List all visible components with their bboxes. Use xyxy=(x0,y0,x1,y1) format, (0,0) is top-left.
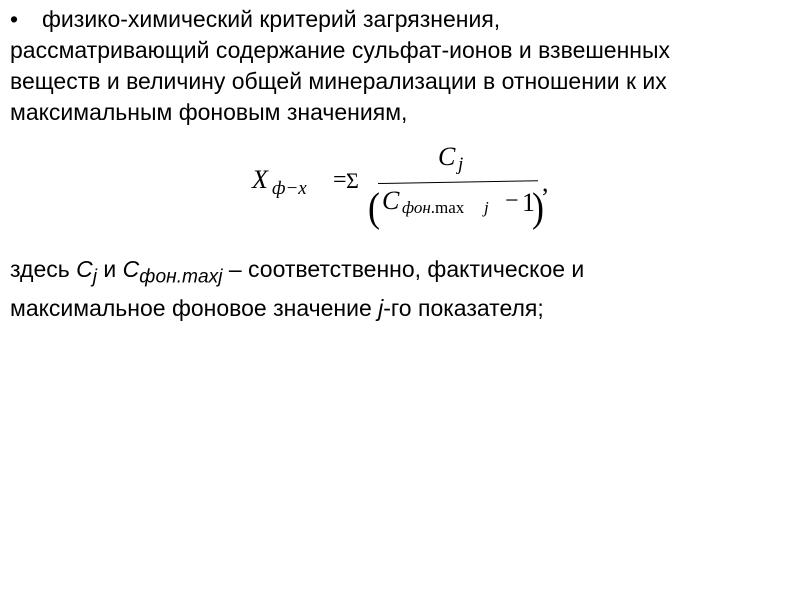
formula-lhs-subscript: ф−x xyxy=(272,178,307,199)
formula-denominator-var: C xyxy=(382,186,400,215)
description-line-2: рассматривающий содержание сульфат-ионов и взвешенных xyxy=(10,37,671,63)
formula-minus: − xyxy=(505,188,519,214)
formula-denominator-subscript-fon: фон xyxy=(402,198,431,217)
formula-denominator-subscript-max: .max xyxy=(430,198,465,217)
formula-one: 1 xyxy=(522,188,535,217)
explanation-var-c: C xyxy=(76,256,93,282)
description-line-4: максимальным фоновым значениям, xyxy=(10,99,408,125)
formula-numerator-var: C xyxy=(438,142,456,171)
explanation-var-cfon: C xyxy=(122,256,140,282)
explanation-var-j: j xyxy=(378,294,384,321)
formula-denominator-subscript-j: j xyxy=(484,198,489,217)
criterion-description xyxy=(10,4,790,128)
explanation-text-5: -го показателя; xyxy=(383,294,544,321)
explanation-var-c-sub: j xyxy=(92,266,98,288)
formula xyxy=(250,140,570,230)
bullet-icon: • xyxy=(10,6,19,32)
variable-explanation xyxy=(10,254,790,324)
formula-sum-sign: Σ xyxy=(346,168,359,193)
explanation-text-1: здесь xyxy=(10,256,77,282)
description-line-3: веществ и величину общей минерализации в отношении к их xyxy=(10,68,667,94)
explanation-var-cfon-sub: фон.maxj xyxy=(139,266,223,288)
explanation-text-4: максимальное фоновое значение xyxy=(10,294,379,321)
description-line-1: физико-химический критерий загрязнения, xyxy=(42,6,501,32)
formula-equals: = xyxy=(333,167,347,193)
formula-denominator-subscript xyxy=(402,198,464,218)
formula-numerator-subscript: j xyxy=(458,154,464,175)
formula-right-paren: ) xyxy=(532,184,544,231)
formula-fraction-bar xyxy=(378,180,538,184)
explanation-text-3: – соответственно, фактическое и xyxy=(222,256,585,282)
bullet-line xyxy=(10,6,500,32)
formula-lhs-var: X xyxy=(252,165,268,194)
formula-left-paren: ( xyxy=(368,184,380,231)
explanation-text-2: и xyxy=(97,256,123,282)
formula-trailing-comma: , xyxy=(542,168,549,197)
